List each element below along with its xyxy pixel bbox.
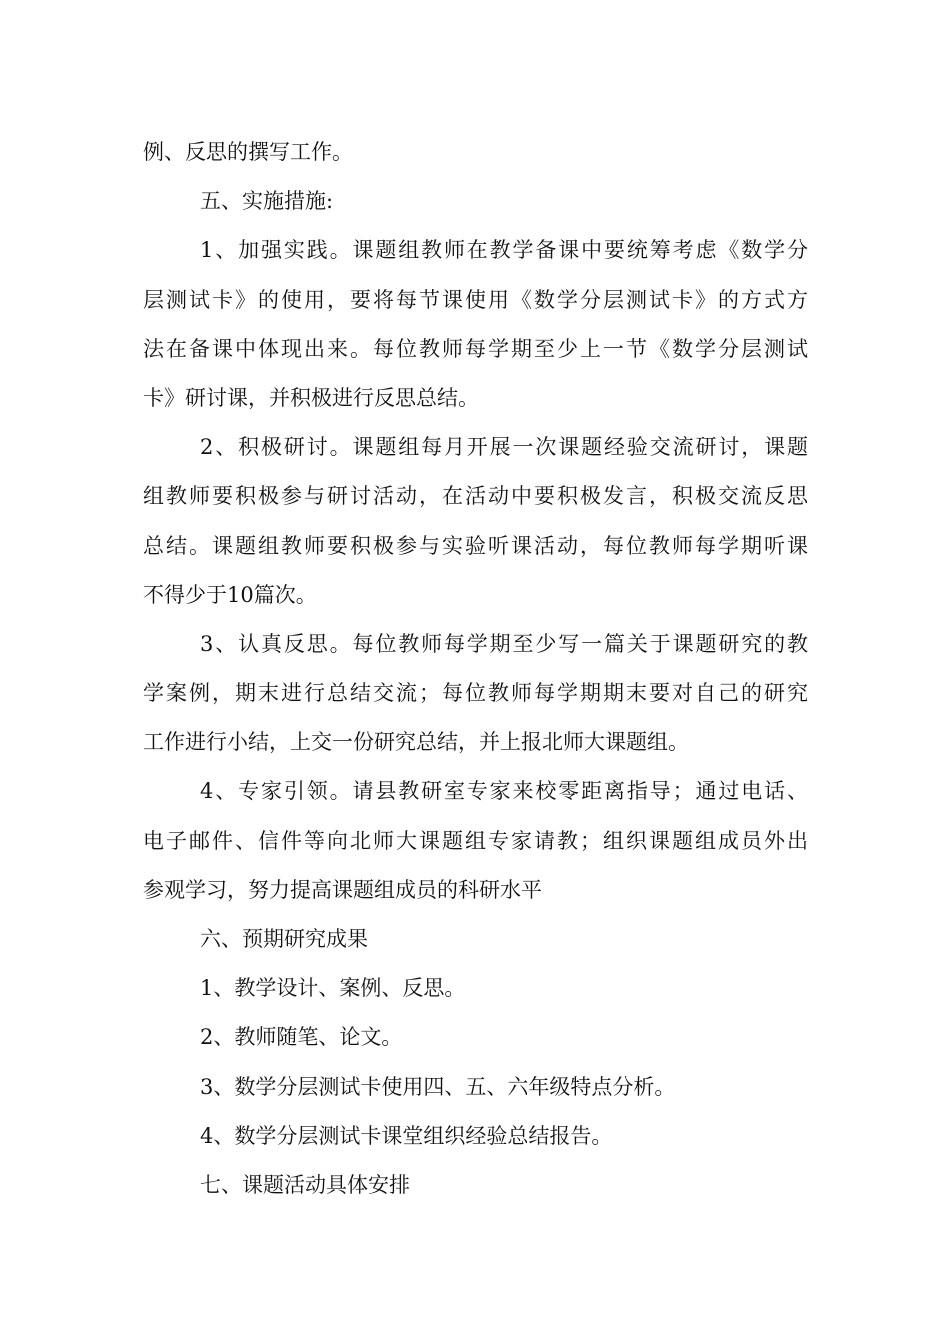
text-line: 组教师要积极参与研讨活动，在活动中要积极发言，积极交流反思 [143, 484, 808, 509]
document-body [143, 128, 808, 1210]
text-line: 层测试卡》的使用，要将每节课使用《数学分层测试卡》的方式方 [143, 287, 808, 312]
section-heading: 六、预期研究成果 [200, 927, 368, 951]
text-line: 总结。课题组教师要积极参与实验听课活动，每位教师每学期听课 [143, 533, 808, 558]
text-line: 3、认真反思。每位教师每学期至少写一篇关于课题研究的教 [200, 631, 808, 656]
list-item: 3、数学分层测试卡使用四、五、六年级特点分析。 [200, 1074, 676, 1099]
text-line: 法在备课中体现出来。每位教师每学期至少上一节《数学分层测试 [143, 336, 808, 361]
section-heading: 五、实施措施: [200, 189, 334, 214]
text-line: 4、专家引领。请县教研室专家来校零距离指导；通过电话、 [200, 779, 808, 804]
text-line: 电子邮件、信件等向北师大课题组专家请教；组织课题组成员外出 [143, 828, 808, 853]
text-line: 不得少于10篇次。 [143, 582, 317, 607]
text-line: 卡》研讨课，并积极进行反思总结。 [143, 385, 479, 410]
text-line: 参观学习，努力提高课题组成员的科研水平 [143, 877, 542, 902]
text-line: 学案例，期末进行总结交流；每位教师每学期期末要对自己的研究 [143, 681, 808, 706]
text-line: 1、加强实践。课题组教师在教学备课中要统筹考虑《数学分 [200, 238, 808, 263]
list-item: 2、教师随笔、论文。 [200, 1025, 403, 1050]
list-item: 4、数学分层测试卡课堂组织经验总结报告。 [200, 1123, 613, 1148]
text-line: 2、积极研讨。课题组每月开展一次课题经验交流研讨，课题 [200, 435, 808, 460]
list-item: 1、教学设计、案例、反思。 [200, 976, 466, 1001]
text-line: 工作进行小结，上交一份研究总结，并上报北师大课题组。 [143, 730, 689, 755]
text-line: 例、反思的撰写工作。 [143, 140, 353, 164]
section-heading: 七、课题活动具体安排 [200, 1172, 410, 1197]
